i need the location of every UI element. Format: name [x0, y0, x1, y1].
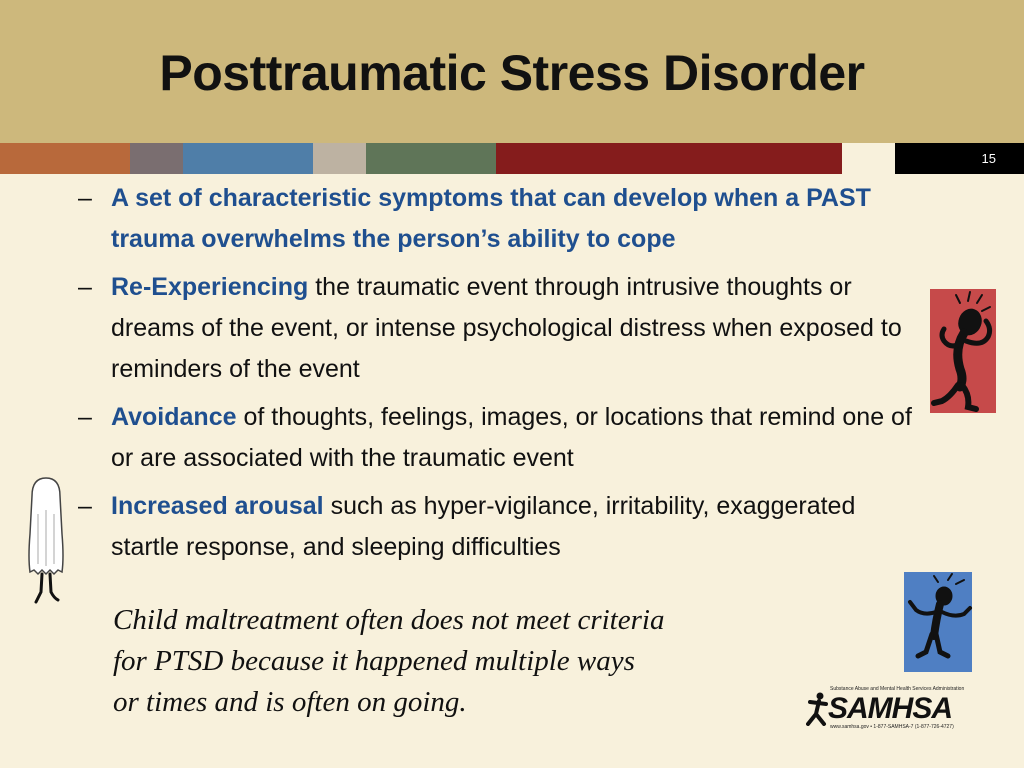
slide-number: 15: [981, 151, 996, 166]
logo-name: SAMHSA: [828, 692, 953, 725]
samhsa-logo-figure-icon: [806, 692, 830, 726]
bullet-lead: Re-Experiencing: [111, 273, 309, 301]
band-segment: [130, 143, 183, 174]
band-segment: [313, 143, 366, 174]
bullet-dash: –: [78, 492, 92, 520]
slide-number-box: [895, 143, 1024, 174]
band-segment: [496, 143, 842, 174]
bullet-item: [78, 397, 918, 479]
bullet-dash: –: [78, 403, 92, 431]
bullet-lead: A set of characteristic symptoms that can develop when a PAST trauma overwhelms the person’s ability to cope: [111, 184, 871, 253]
bullet-lead: Increased arousal: [111, 492, 324, 520]
logo-tagline: Substance Abuse and Mental Health Services Administration: [830, 686, 965, 692]
distressed-figure-icon: [930, 289, 998, 413]
band-segment: [366, 143, 496, 174]
band-segment: [842, 143, 895, 174]
note-text: [113, 600, 813, 723]
color-band: [0, 143, 1024, 174]
bullet-text: the traumatic event through intrusive thoughts or dreams of the event, or intense psychological distress when exposed to reminders of the event: [111, 273, 902, 383]
startled-figure-icon: [904, 572, 974, 672]
samhsa-logo: [806, 686, 966, 732]
note-line: or times and is often on going.: [113, 686, 467, 718]
logo-contact: www.samhsa.gov • 1-877-SAMHSA-7 (1-877-726-4727): [830, 724, 954, 730]
ghost-figure-icon: [24, 474, 68, 606]
bullet-dash: –: [78, 273, 92, 301]
bullet-text: of thoughts, feelings, images, or locations that remind one of or are associated with the traumatic event: [111, 403, 912, 472]
bullet-item: [78, 267, 918, 390]
band-segment: [183, 143, 313, 174]
note-line: for PTSD because it happened multiple ways: [113, 645, 635, 677]
bullet-item: [78, 486, 918, 568]
bullet-item: [78, 178, 918, 260]
bullet-dash: –: [78, 184, 92, 212]
header-bar: [0, 0, 1024, 143]
slide-title: Posttraumatic Stress Disorder: [159, 45, 865, 101]
bullet-text: such as hyper-vigilance, irritability, exaggerated startle response, and sleeping difficulties: [111, 492, 856, 561]
bullet-lead: Avoidance: [111, 403, 237, 431]
note-line: Child maltreatment often does not meet criteria: [113, 604, 665, 636]
bullet-list: [78, 178, 918, 575]
band-segment: [0, 143, 130, 174]
